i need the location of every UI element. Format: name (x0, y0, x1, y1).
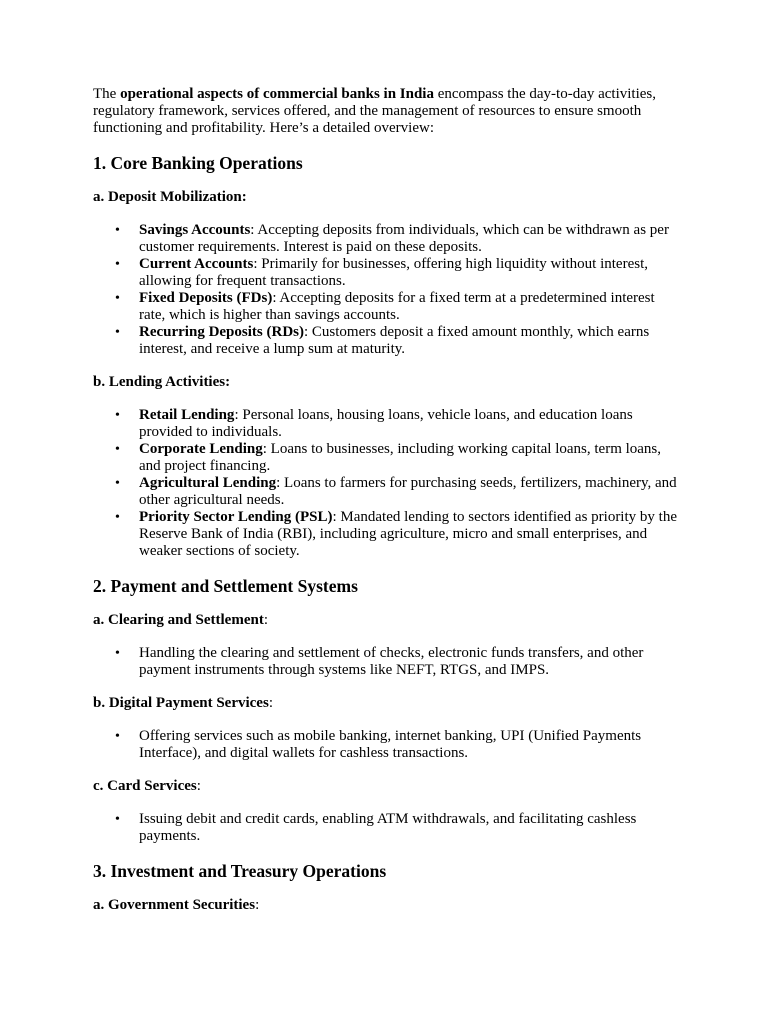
list-item-text: : Loans to businesses, including working capital loans, term loans, and project financing. (139, 441, 662, 474)
bullet-icon: • (115, 476, 120, 491)
list-item (115, 509, 683, 560)
subsection-heading-colon: : (263, 612, 268, 628)
bullet-icon: • (115, 325, 120, 340)
list-item (115, 222, 683, 256)
subsection-heading-colon: : (268, 695, 273, 711)
list-item (115, 324, 683, 358)
intro-emphasis: operational aspects of commercial banks in India (120, 86, 434, 102)
list-item (115, 290, 683, 324)
list-item (115, 728, 683, 762)
section-heading: 1. Core Banking Operations (93, 153, 303, 173)
bullet-icon: • (115, 729, 120, 744)
list-item-term: Retail Lending (139, 407, 235, 423)
subsection-heading (93, 695, 683, 712)
bullet-list (93, 407, 683, 560)
list-item-text: Handling the clearing and settlement of checks, electronic funds transfers, and other payment instruments through systems like NEFT, RTGS, and IMPS. (139, 645, 644, 678)
list-item-text: : Customers deposit a fixed amount monthly, which earns interest, and receive a lump sum at maturity. (139, 324, 650, 357)
list-item-text: Issuing debit and credit cards, enabling ATM withdrawals, and facilitating cashless payments. (139, 811, 637, 844)
list-item-text: : Primarily for businesses, offering high liquidity without interest, allowing for frequent transactions. (139, 256, 648, 289)
list-item-text: : Mandated lending to sectors identified as priority by the Reserve Bank of India (RBI), including agriculture, micro and small enterprises, and weaker sections of society. (139, 509, 677, 559)
bullet-icon: • (115, 646, 120, 661)
intro-text-end: encompass the day-to-day activities, regulatory framework, services offered, and the management of resources to ensure smooth functioning and profitability. Here’s a detailed overview: (93, 86, 656, 136)
list-item (115, 256, 683, 290)
list-item-text: : Accepting deposits from individuals, which can be withdrawn as per customer requirements. Interest is paid on these deposits. (139, 222, 669, 255)
subsection-heading (93, 612, 683, 629)
list-item-text: Offering services such as mobile banking, internet banking, UPI (Unified Payments Interface), and digital wallets for cashless transactions. (139, 728, 642, 761)
subsection-heading-text: a. Government Securities (93, 897, 256, 913)
subsection-heading (93, 374, 683, 391)
intro-text-start: The (93, 86, 121, 102)
list-item (115, 475, 683, 509)
list-item-term: Recurring Deposits (RDs) (139, 324, 304, 340)
list-item (115, 441, 683, 475)
subsection-heading-text: a. Deposit Mobilization: (93, 189, 247, 205)
document-body (93, 153, 683, 914)
bullet-icon: • (115, 442, 120, 457)
subsection-heading-text: c. Card Services (93, 778, 197, 794)
list-item-term: Priority Sector Lending (PSL) (139, 509, 333, 525)
list-item-term: Fixed Deposits (FDs) (139, 290, 273, 306)
subsection-heading-text: b. Digital Payment Services (93, 695, 269, 711)
bullet-icon: • (115, 223, 120, 238)
list-item-text: : Personal loans, housing loans, vehicle loans, and education loans provided to individuals. (139, 407, 633, 440)
subsection-heading-text: a. Clearing and Settlement (93, 612, 264, 628)
subsection-heading-text: b. Lending Activities: (93, 374, 231, 390)
list-item (115, 811, 683, 845)
bullet-list (93, 222, 683, 358)
section-heading: 3. Investment and Treasury Operations (93, 861, 387, 881)
subsection-heading-colon: : (255, 897, 260, 913)
subsection-heading-colon: : (196, 778, 201, 794)
list-item-term: Agricultural Lending (139, 475, 277, 491)
list-item-text: : Loans to farmers for purchasing seeds, fertilizers, machinery, and other agricultural needs. (139, 475, 677, 508)
bullet-icon: • (115, 510, 120, 525)
list-item (115, 645, 683, 679)
bullet-list (93, 811, 683, 845)
intro-paragraph (93, 86, 683, 137)
list-item (115, 407, 683, 441)
document-page (93, 86, 683, 930)
bullet-icon: • (115, 257, 120, 272)
list-item-text: : Accepting deposits for a fixed term at a predetermined interest rate, which is higher than savings accounts. (139, 290, 655, 323)
subsection-heading (93, 778, 683, 795)
list-item-term: Savings Accounts (139, 222, 251, 238)
list-item-term: Corporate Lending (139, 441, 263, 457)
bullet-icon: • (115, 291, 120, 306)
bullet-icon: • (115, 812, 120, 827)
list-item-term: Current Accounts (139, 256, 254, 272)
subsection-heading (93, 189, 683, 206)
section-heading: 2. Payment and Settlement Systems (93, 576, 358, 596)
subsection-heading (93, 897, 683, 914)
bullet-list (93, 728, 683, 762)
bullet-list (93, 645, 683, 679)
bullet-icon: • (115, 408, 120, 423)
